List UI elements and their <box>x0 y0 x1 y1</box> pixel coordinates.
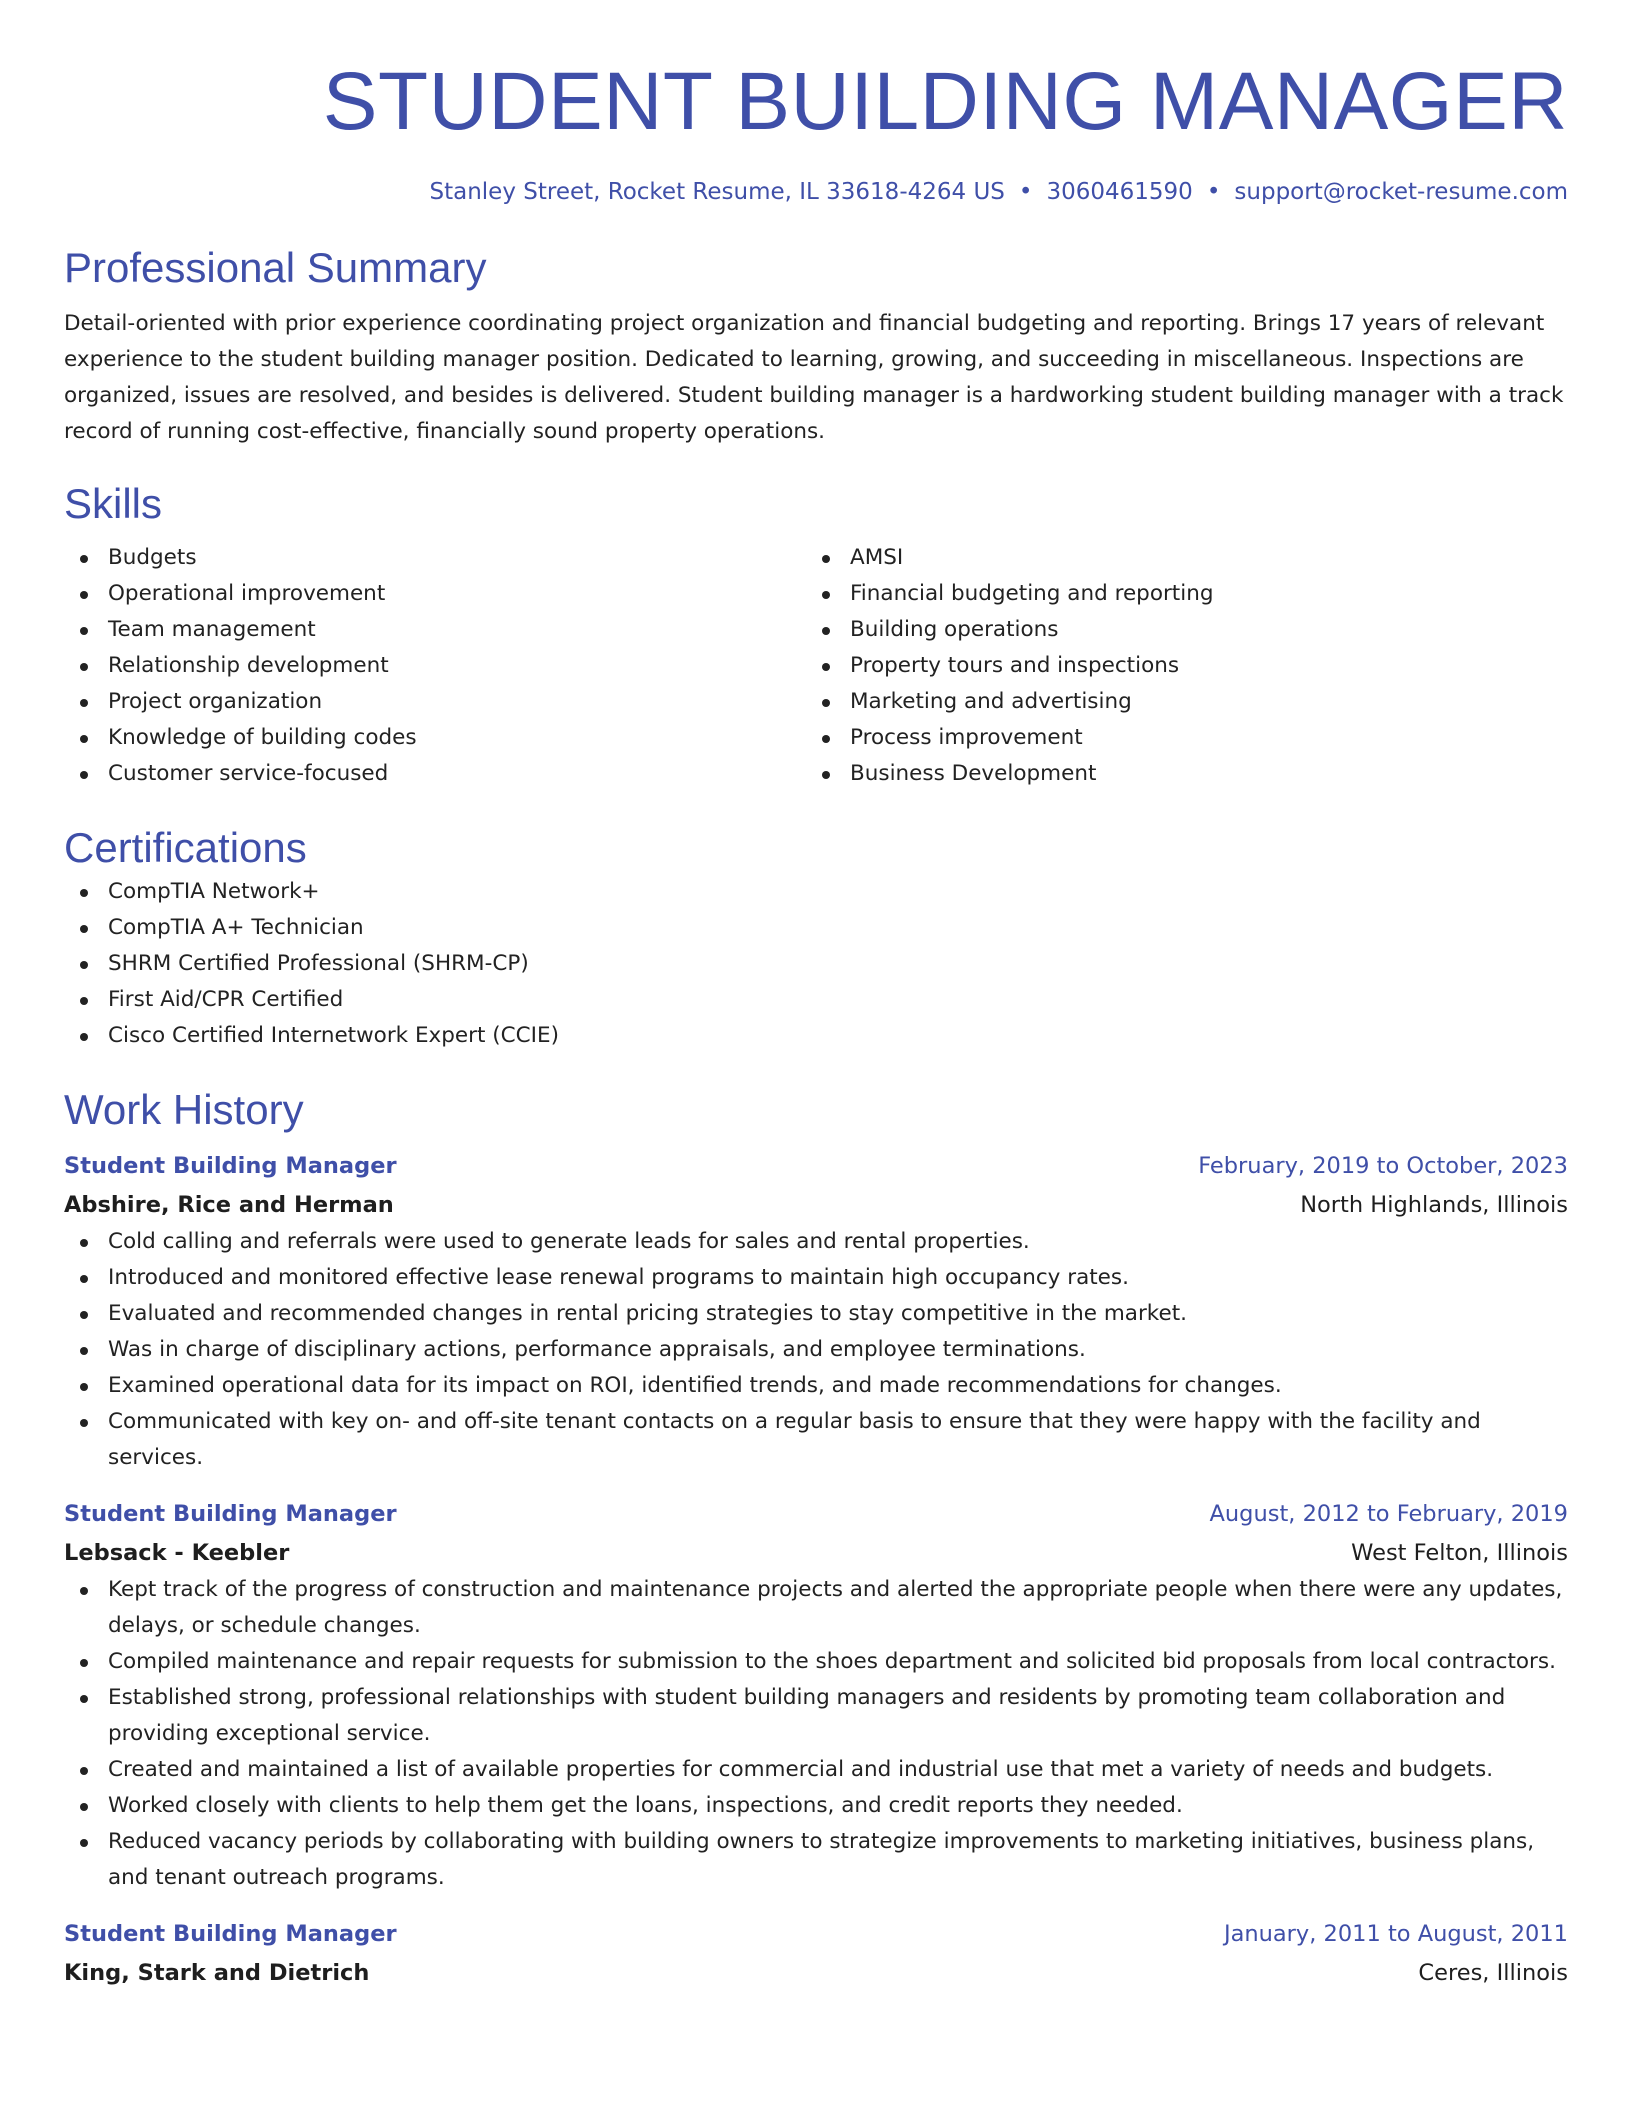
contact-email: support@rocket-resume.com <box>1234 179 1568 205</box>
list-item <box>64 1824 1568 1896</box>
summary-heading: Professional Summary <box>64 244 487 291</box>
skills-list-left <box>64 540 806 792</box>
contact-phone: 3060461590 <box>1046 179 1193 205</box>
bullet-icon <box>80 1311 88 1319</box>
bullet-icon <box>80 699 88 707</box>
list-item-text: Worked closely with clients to help them get the loans, inspections, and credit reports they needed. <box>108 1793 1183 1818</box>
bullet-icon <box>80 1275 88 1283</box>
list-item <box>64 1296 1568 1332</box>
job-title-row <box>64 1146 1568 1186</box>
job-employer: King, Stark and Dietrich <box>64 1960 370 1986</box>
list-item-text: Team management <box>108 617 316 642</box>
list-item <box>64 648 806 684</box>
job-employer-row <box>64 1954 1568 1992</box>
list-item-text: Kept track of the progress of construction and maintenance projects and alerted the appropriate people when there were any updates, delays, or schedule changes. <box>108 1577 1563 1638</box>
list-item-text: CompTIA Network+ <box>108 879 320 904</box>
list-item-text: Cold calling and referrals were used to generate leads for sales and rental properties. <box>108 1229 1030 1254</box>
list-item-text: Examined operational data for its impact on ROI, identified trends, and made recommendations for changes. <box>108 1373 1282 1398</box>
list-item-text: Compiled maintenance and repair requests for submission to the shoes department and solicited bid proposals from local contractors. <box>108 1649 1556 1674</box>
list-item-text: Property tours and inspections <box>850 653 1180 678</box>
bullet-icon <box>822 699 830 707</box>
bullet-icon <box>80 627 88 635</box>
bullet-icon <box>822 591 830 599</box>
list-item-text: Project organization <box>108 689 323 714</box>
list-item-text: Evaluated and recommended changes in rental pricing strategies to stay competitive in the market. <box>108 1301 1187 1326</box>
job-title: Student Building Manager <box>64 1921 397 1947</box>
list-item-text: Introduced and monitored effective lease renewal programs to maintain high occupancy rates. <box>108 1265 1129 1290</box>
bullet-icon <box>80 889 88 897</box>
skills-list-right <box>806 540 1548 792</box>
skills-column-left <box>64 540 806 792</box>
list-item-text: Customer service-focused <box>108 761 389 786</box>
resume-page <box>64 0 1568 1992</box>
list-item <box>806 720 1548 756</box>
bullet-icon <box>80 1767 88 1775</box>
list-item <box>64 1260 1568 1296</box>
list-item-text: Was in charge of disciplinary actions, performance appraisals, and employee terminations. <box>108 1337 1086 1362</box>
list-item <box>64 612 806 648</box>
bullet-icon <box>80 1239 88 1247</box>
resume-header <box>64 0 1568 208</box>
list-item-text: Reduced vacancy periods by collaborating with building owners to strategize improvements to marketing initiatives, business plans, and tenant outreach programs. <box>108 1829 1535 1890</box>
list-item <box>806 612 1548 648</box>
job-entry <box>64 1914 1568 1992</box>
contact-separator: • <box>1018 179 1033 205</box>
bullet-icon <box>80 1033 88 1041</box>
list-item <box>64 1332 1568 1368</box>
list-item <box>806 576 1548 612</box>
job-employer-row <box>64 1534 1568 1572</box>
job-bullet-list <box>64 1224 1568 1476</box>
list-item-text: Building operations <box>850 617 1059 642</box>
bullet-icon <box>822 627 830 635</box>
certifications-list <box>64 874 1568 1054</box>
job-dates: August, 2012 to February, 2019 <box>1209 1501 1568 1527</box>
list-item <box>64 946 1568 982</box>
list-item-text: Process improvement <box>850 725 1083 750</box>
list-item <box>64 910 1568 946</box>
list-item-text: Marketing and advertising <box>850 689 1132 714</box>
bullet-icon <box>80 1383 88 1391</box>
bullet-icon <box>80 1803 88 1811</box>
bullet-icon <box>80 1347 88 1355</box>
list-item-text: Knowledge of building codes <box>108 725 417 750</box>
list-item-text: Relationship development <box>108 653 389 678</box>
list-item-text: SHRM Certified Professional (SHRM-CP) <box>108 951 529 976</box>
list-item <box>64 684 806 720</box>
candidate-name: STUDENT BUILDING MANAGER <box>322 56 1568 147</box>
summary-text: Detail-oriented with prior experience coordinating project organization and financial budgeting and reporting. Brings 17 years of relevant experience to the student building manager position. Dedicated to learning, growing, and succeeding in miscellaneous. Inspections are organized, issues are resolved, and besides is delivered. Student building manager is a hardworking student building manager with a track record of running cost-effective, financially sound property operations. <box>64 311 1564 444</box>
list-item <box>64 1788 1568 1824</box>
bullet-icon <box>822 663 830 671</box>
job-employer: Abshire, Rice and Herman <box>64 1192 394 1218</box>
list-item <box>806 540 1548 576</box>
list-item-text: Budgets <box>108 545 197 570</box>
contact-separator: • <box>1206 179 1221 205</box>
bullet-icon <box>80 735 88 743</box>
bullet-icon <box>80 1587 88 1595</box>
bullet-icon <box>80 1839 88 1847</box>
skills-column-right <box>806 540 1548 792</box>
job-employer-row <box>64 1186 1568 1224</box>
contact-address: Stanley Street, Rocket Resume, IL 33618-4264 US <box>429 179 1005 205</box>
list-item-text: First Aid/CPR Certified <box>108 987 344 1012</box>
list-item-text: Business Development <box>850 761 1097 786</box>
bullet-icon <box>822 555 830 563</box>
list-item-text: CompTIA A+ Technician <box>108 915 364 940</box>
job-title-row <box>64 1914 1568 1954</box>
bullet-icon <box>80 555 88 563</box>
list-item <box>64 1018 1568 1054</box>
job-entry <box>64 1146 1568 1476</box>
list-item <box>64 1224 1568 1260</box>
list-item <box>64 1404 1568 1476</box>
job-employer: Lebsack - Keebler <box>64 1540 290 1566</box>
list-item-text: AMSI <box>850 545 904 570</box>
job-entry <box>64 1494 1568 1896</box>
list-item <box>64 1572 1568 1644</box>
job-title: Student Building Manager <box>64 1501 397 1527</box>
bullet-icon <box>80 1419 88 1427</box>
bullet-icon <box>822 771 830 779</box>
list-item <box>806 756 1548 792</box>
job-bullet-list <box>64 1572 1568 1896</box>
list-item <box>64 1680 1568 1752</box>
list-item <box>64 874 1568 910</box>
list-item <box>64 576 806 612</box>
job-title-row <box>64 1494 1568 1534</box>
skills-heading: Skills <box>64 480 163 527</box>
bullet-icon <box>80 997 88 1005</box>
job-dates: January, 2011 to August, 2011 <box>1223 1921 1568 1947</box>
bullet-icon <box>80 663 88 671</box>
skills-columns <box>64 540 1568 792</box>
job-dates: February, 2019 to October, 2023 <box>1198 1153 1568 1179</box>
job-location: Ceres, Illinois <box>1418 1960 1568 1986</box>
bullet-icon <box>80 1695 88 1703</box>
certifications-heading: Certifications <box>64 824 307 871</box>
bullet-icon <box>80 1659 88 1667</box>
list-item <box>64 1644 1568 1680</box>
list-item <box>64 982 1568 1018</box>
list-item-text: Communicated with key on- and off-site tenant contacts on a regular basis to ensure that they were happy with the facility and services. <box>108 1409 1481 1470</box>
work-history-list <box>64 1146 1568 1992</box>
list-item <box>64 720 806 756</box>
list-item-text: Established strong, professional relationships with student building managers and residents by promoting team collaboration and providing exceptional service. <box>108 1685 1506 1746</box>
list-item <box>64 756 806 792</box>
job-title: Student Building Manager <box>64 1153 397 1179</box>
bullet-icon <box>822 735 830 743</box>
bullet-icon <box>80 925 88 933</box>
list-item-text: Cisco Certified Internetwork Expert (CCIE) <box>108 1023 559 1048</box>
list-item <box>806 684 1548 720</box>
list-item <box>64 1368 1568 1404</box>
bullet-icon <box>80 961 88 969</box>
work-history-heading: Work History <box>64 1086 304 1133</box>
bullet-icon <box>80 771 88 779</box>
job-location: North Highlands, Illinois <box>1300 1192 1568 1218</box>
list-item-text: Operational improvement <box>108 581 386 606</box>
job-location: West Felton, Illinois <box>1351 1540 1568 1566</box>
bullet-icon <box>80 591 88 599</box>
list-item <box>64 1752 1568 1788</box>
contact-line <box>64 176 1568 208</box>
list-item <box>806 648 1548 684</box>
list-item-text: Created and maintained a list of available properties for commercial and industrial use that met a variety of needs and budgets. <box>108 1757 1494 1782</box>
list-item <box>64 540 806 576</box>
list-item-text: Financial budgeting and reporting <box>850 581 1214 606</box>
